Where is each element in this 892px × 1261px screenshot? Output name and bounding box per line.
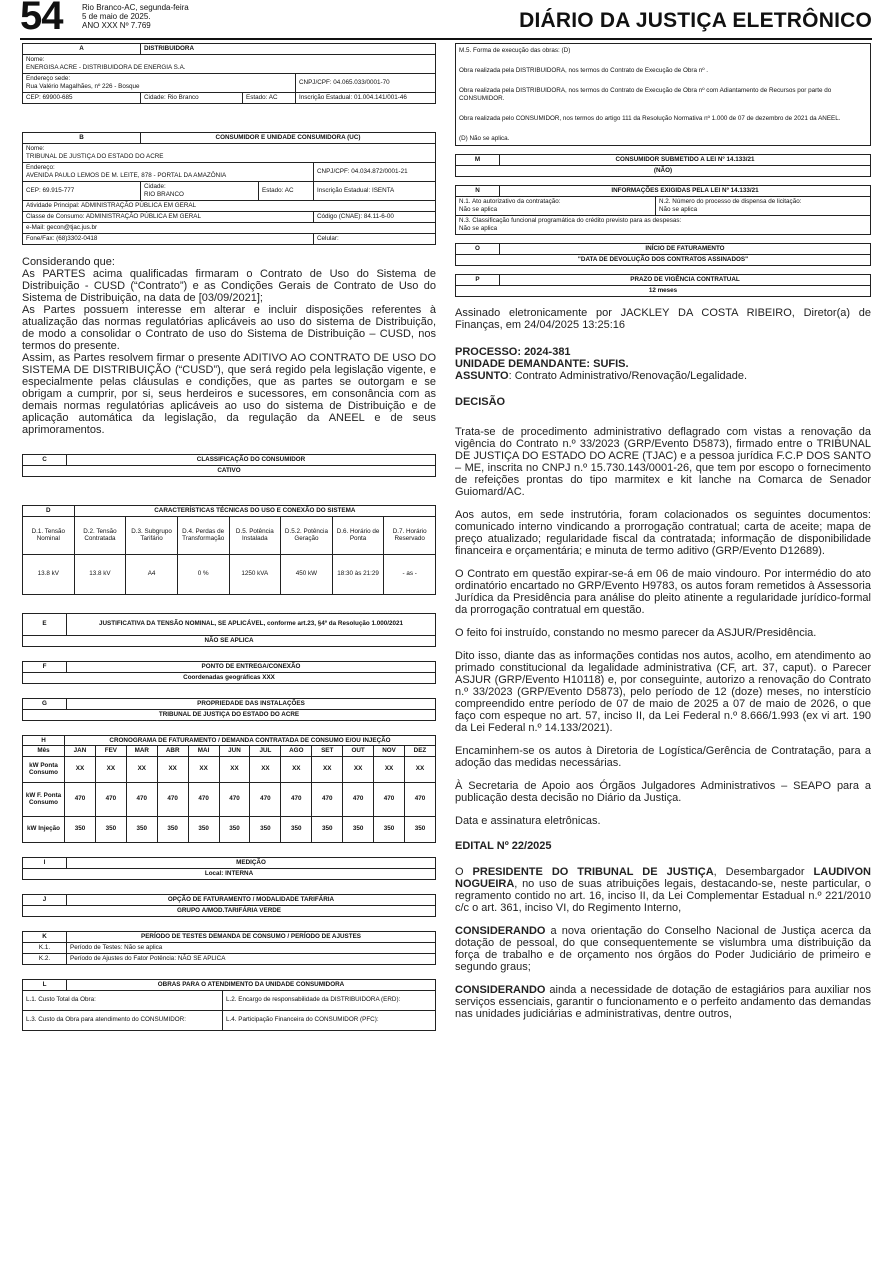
paragraph: Assim, as Partes resolvem firmar o presente ADITIVO AO CONTRATO DE USO DO SISTEMA DE DISTRIBUIÇÃO (“CUSD”), que será regido pela legislação vigente, e especialmente pelas cláusulas e condições, que as partes se outorgam e se obrigam a cumprir, por si, seus herdeiros e sucessores, em consonância com as demais normas regulatórias aplicáveis ao uso do sistema de Distribuição e de aplicação automática da legislação, da regulação da ANEEL e de seus aprimoramentos.: [22, 352, 436, 436]
inscricao-cell: Inscrição Estadual: ISENTA: [314, 182, 436, 201]
endereco-cell: Endereço sede: Rua Valério Magalhães, nº 226 - Bosque: [23, 74, 296, 93]
section-letter: M: [456, 155, 500, 166]
estado-cell: Estado: AC: [259, 182, 314, 201]
table-o-inicio-faturamento: [455, 243, 871, 266]
atividade-cell: Atividade Principal: ADMINISTRAÇÃO PÚBLICA EM GERAL: [23, 201, 436, 212]
unidade-line: UNIDADE DEMANDANTE: SUFIS.: [455, 358, 629, 370]
paragraph: Trata-se de procedimento administrativo deflagrado com vistas a renovação da vigência do Contrato n.º 33/2023 (GRP/Evento D5873), firmado entre o TRIBUNAL DE JUSTIÇA DO ESTADO DO ACRE (TJAC) e a pessoa jurídica F.C.P DOS SANTO – ME, inscrita no CNPJ n.º 15.730.143/0001-26, que tem por escopo o fornecimento de refeições prontas do tipo marmitex e kit lanche na Comarca de Senador Guiomard/AC.: [455, 426, 871, 498]
month-header: OUT: [343, 746, 374, 757]
cell: 470: [65, 782, 96, 816]
cell: 350: [343, 816, 374, 842]
table-l-obras: [22, 979, 436, 1031]
cell: 350: [281, 816, 312, 842]
section-letter: C: [23, 455, 67, 466]
month-header: AGO: [281, 746, 312, 757]
section-letter: G: [23, 698, 67, 709]
month-header: MAI: [188, 746, 219, 757]
month-header: JUN: [219, 746, 250, 757]
d-header: D.5.2. Potência Geração: [281, 516, 333, 554]
section-value: TRIBUNAL DE JUSTIÇA DO ESTADO DO ACRE: [23, 709, 436, 720]
publication-date: 5 de maio de 2025.: [82, 12, 151, 21]
section-title: PONTO DE ENTREGA/CONEXÃO: [67, 661, 436, 672]
month-header: NOV: [374, 746, 405, 757]
cell: 470: [95, 782, 126, 816]
section-title: PRAZO DE VIGÊNCIA CONTRATUAL: [500, 275, 871, 286]
table-m5-forma-execucao: [455, 43, 871, 146]
row-label: kW F. Ponta Consumo: [23, 782, 65, 816]
section-letter: J: [23, 894, 67, 905]
section-letter: N: [456, 186, 500, 197]
left-column: [22, 43, 436, 1031]
paragraph: O feito foi instruído, constando no mesmo parecer da ASJUR/Presidência.: [455, 627, 817, 639]
d-value: 18:30 às 21:29: [332, 554, 384, 594]
cell: XX: [157, 756, 188, 782]
process-block: [455, 346, 871, 382]
page-header: [20, 0, 872, 40]
assunto-label: ASSUNTO: [455, 370, 509, 382]
cep-cell: CEP: 69.915-777: [23, 182, 141, 201]
table-d-caracteristicas: [22, 505, 436, 595]
cell: XX: [219, 756, 250, 782]
month-header: JAN: [65, 746, 96, 757]
l2-cell: L.2. Encargo de responsabilidade da DISTRIBUIDORA (ERD):: [223, 990, 436, 1010]
table-k-periodo-testes: [22, 931, 436, 965]
k-code: K.1.: [23, 942, 67, 953]
month-header: DEZ: [404, 746, 435, 757]
section-value: Local: INTERNA: [23, 868, 436, 879]
section-letter: I: [23, 857, 67, 868]
d-value: 13.8 kV: [74, 554, 126, 594]
month-header: ABR: [157, 746, 188, 757]
signature-line: Assinado eletronicamente por JACKLEY DA COSTA RIBEIRO, Diretor(a) de Finanças, em 24/04/2025 13:25:16: [455, 307, 871, 331]
k-code: K.2.: [23, 953, 67, 964]
d-header: D.4. Perdas de Transformação: [177, 516, 229, 554]
cnpj-cell: CNPJ/CPF: 04.065.033/0001-70: [296, 74, 436, 93]
section-letter: E: [23, 613, 67, 635]
paragraph: CONSIDERANDO a nova orientação do Conselho Nacional de Justiça acerca da dotação de pessoal, do que consequentemente se vislumbra uma distribuição da força de trabalho e de orçamento nos órgãos do Poder Judiciário de primeiro e segundo graus;: [455, 925, 871, 973]
d-header: D.7. Horário Reservado: [384, 516, 436, 554]
cep-cell: CEP: 69900-685: [23, 93, 141, 104]
edital-heading: EDITAL Nº 22/2025: [455, 840, 552, 852]
table-b-consumidor: [22, 132, 436, 245]
table-j-faturamento: [22, 894, 436, 917]
section-letter: K: [23, 931, 67, 942]
cell: 350: [374, 816, 405, 842]
paragraph: Aos autos, em sede instrutória, foram colacionados os seguintes documentos: comunicado interno vindicando a prorrogação contratual; carta de aceite; mapa de preço atualizado; regularidade fiscal da contratada; informação de disponibilidade financeira e orçamentária; e minuta de termo aditivo (GRP/Evento D12689).: [455, 509, 871, 557]
section-value: 12 meses: [456, 286, 871, 297]
cidade-cell: Cidade: RIO BRANCO: [141, 182, 259, 201]
cell: XX: [65, 756, 96, 782]
paragraph: CONSIDERANDO ainda a necessidade de dotação de estagiários para auxiliar nos serviços essenciais, garantir o funcionamento e o perfeito andamento das demandas nas unidades judiciárias e administrativas, dentre outros,: [455, 984, 871, 1020]
endereco-cell: Endereço: AVENIDA PAULO LEMOS DE M. LEITE, 878 - PORTAL DA AMAZÔNIA: [23, 163, 314, 182]
section-value: Coordenadas geográficas XXX: [23, 672, 436, 683]
cell: XX: [95, 756, 126, 782]
paragraph: As Partes possuem interesse em alterar e incluir disposições referentes à atualização das normas regulatórias aplicáveis ao uso do sistema de Distribuição, de modo a consolidar o Contrato de uso do Sistema de Distribuição – CUSD, nos termos do presente.: [22, 304, 436, 352]
k-text: Período de Ajustes do Fator Potência: NÃO SE APLICA: [67, 953, 436, 964]
nome-cell: Nome: ENERGISA ACRE - DISTRIBUIDORA DE ENERGIA S.A.: [23, 55, 436, 74]
d-header: D.5. Potência Instalada: [229, 516, 281, 554]
section-title: MEDIÇÃO: [67, 857, 436, 868]
l3-cell: L.3. Custo da Obra para atendimento do CONSUMIDOR:: [23, 1010, 223, 1030]
cell: 350: [312, 816, 343, 842]
section-title: CONSUMIDOR E UNIDADE CONSUMIDORA (UC): [141, 133, 436, 144]
section-title: CLASSIFICAÇÃO DO CONSUMIDOR: [67, 455, 436, 466]
d-value: - as -: [384, 554, 436, 594]
cidade-cell: Cidade: Rio Branco: [141, 93, 243, 104]
cell: XX: [312, 756, 343, 782]
cell: 350: [188, 816, 219, 842]
table-n-informacoes: [455, 185, 871, 235]
cnpj-cell: CNPJ/CPF: 04.034.872/0001-21: [314, 163, 436, 182]
cell: 470: [219, 782, 250, 816]
section-letter: O: [456, 244, 500, 255]
paragraph: Dito isso, diante das as informações contidas nos autos, acolho, em atendimento ao primado constitucional da legalidade administrativa (CF, art. 37, caput). o Parecer ASJUR (GRP/Evento H10118) e, por conseguinte, autorizo a renovação do Contrato n.º 33/2023 (GRP/Evento D5873), pelo período de 12 (doze) meses, no interstício compreendido entre período de 07 de maio de 2025 a 07 de maio de 2026, o que faço com espeque no art. 57, inciso II, da Lei Federal n.º 8.666/1.993 (ex vi art. 190 da Lei Federal n.º 14.133/2021).: [455, 650, 871, 734]
d-header: D.3. Subgrupo Tarifário: [126, 516, 178, 554]
paragraph: À Secretaria de Apoio aos Órgãos Julgadores Administrativos – SEAPO para a publicação desta decisão no Diário da Justiça.: [455, 780, 871, 804]
month-header: JUL: [250, 746, 281, 757]
section-title: OBRAS PARA O ATENDIMENTO DA UNIDADE CONSUMIDORA: [67, 979, 436, 990]
paragraph: O PRESIDENTE DO TRIBUNAL DE JUSTIÇA, Desembargador LAUDIVON NOGUEIRA, no uso de suas atribuições legais, destacando-se, neste particular, o regramento contido no art. 16, inciso II, da Lei Complementar Estadual n.º 221/2010 c/c o art. 361, inciso VI, do Regimento Interno,: [455, 866, 871, 914]
inscricao-cell: Inscrição Estadual: 01.004.141/001-46: [296, 93, 436, 104]
l1-cell: L.1. Custo Total da Obra:: [23, 990, 223, 1010]
d-value: 13.8 kV: [23, 554, 75, 594]
m5-option: (D) Não se aplica.: [459, 135, 510, 142]
m5-option: Obra realizada pela DISTRIBUIDORA, nos termos do Contrato de Execução de Obra nº .: [459, 67, 709, 74]
cell: 350: [126, 816, 157, 842]
section-value: CATIVO: [23, 466, 436, 477]
table-c-classificacao: [22, 454, 436, 477]
section-letter: H: [23, 735, 65, 746]
k-text: Período de Testes: Não se aplica: [67, 942, 436, 953]
processo-line: PROCESSO: 2024-381: [455, 346, 571, 358]
edition-number: ANO XXX Nº 7.769: [82, 21, 151, 30]
cell: 350: [250, 816, 281, 842]
fone-cell: Fone/Fax: (68)3302-0418: [23, 234, 314, 245]
cell: XX: [281, 756, 312, 782]
section-value: "DATA DE DEVOLUÇÃO DOS CONTRATOS ASSINADOS": [456, 255, 871, 266]
estado-cell: Estado: AC: [243, 93, 296, 104]
month-header: FEV: [95, 746, 126, 757]
cell: 470: [312, 782, 343, 816]
paragraph: Considerando que:: [22, 256, 115, 268]
table-h-cronograma: [22, 735, 436, 843]
cell: 350: [95, 816, 126, 842]
l4-cell: L.4. Participação Financeira do CONSUMIDOR (PFC):: [223, 1010, 436, 1030]
n2-cell: N.2. Número do processo de dispensa de licitação: Não se aplica: [656, 197, 871, 216]
city-date: Rio Branco-AC, segunda-feira: [82, 3, 189, 12]
d-value: A4: [126, 554, 178, 594]
cell: 470: [157, 782, 188, 816]
cell: XX: [250, 756, 281, 782]
section-value: NÃO SE APLICA: [23, 635, 436, 646]
cell: 350: [157, 816, 188, 842]
celular-cell: Celular:: [314, 234, 436, 245]
cell: 470: [188, 782, 219, 816]
m5-option: Obra realizada pelo CONSUMIDOR, nos termos do artigo 111 da Resolução Normativa nº 1.000 de 07 de dezembro de 2021 da ANEEL.: [459, 115, 841, 122]
m5-option: Obra realizada pela DISTRIBUIDORA, nos termos do Contrato de Execução de Obra nº com Adiantamento de Recursos por parte do CONSUMIDOR.: [459, 87, 832, 102]
month-label: Mês: [23, 746, 65, 757]
d-value: 1250 kVA: [229, 554, 281, 594]
considerando-text: [22, 256, 436, 436]
cell: 470: [126, 782, 157, 816]
paragraph: O Contrato em questão expirar-se-á em 06 de maio vindouro. Por intermédio do ato ordinatório encartado no GRP/Evento H9783, os autos foram remetidos à Assessoria Jurídica da Presidência para análise do pleito atinente a regularidade jurídico-formal da prorrogação contratual em questão.: [455, 568, 871, 616]
d-header: D.2. Tensão Contratada: [74, 516, 126, 554]
edition-info: [82, 3, 189, 30]
table-a-distribuidora: [22, 43, 436, 104]
paragraph: Encaminhem-se os autos à Diretoria de Logística/Gerência de Contratação, para a adoção das medidas necessárias.: [455, 745, 871, 769]
cell: XX: [126, 756, 157, 782]
cell: 470: [281, 782, 312, 816]
cell: 350: [219, 816, 250, 842]
section-title: DISTRIBUIDORA: [141, 44, 436, 55]
cell: XX: [404, 756, 435, 782]
right-column: [455, 43, 871, 1031]
decisao-heading: DECISÃO: [455, 396, 506, 408]
section-value: GRUPO A/MOD.TARIFÁRIA VERDE: [23, 905, 436, 916]
section-letter: B: [23, 133, 141, 144]
codigo-cell: Código (CNAE): 84.11-6-00: [314, 212, 436, 223]
cell: XX: [188, 756, 219, 782]
table-i-medicao: [22, 857, 436, 880]
section-title: CONSUMIDOR SUBMETIDO A LEI Nº 14.133/21: [500, 155, 871, 166]
m5-box: [456, 44, 871, 146]
section-letter: F: [23, 661, 67, 672]
section-title: INFORMAÇÕES EXIGIDAS PELA LEI Nº 14.133/21: [500, 186, 871, 197]
row-label: kW Injeção: [23, 816, 65, 842]
d-value: 0 %: [177, 554, 229, 594]
month-header: SET: [312, 746, 343, 757]
cell: XX: [374, 756, 405, 782]
section-letter: D: [23, 506, 75, 517]
section-title: INÍCIO DE FATURAMENTO: [500, 244, 871, 255]
cell: 470: [404, 782, 435, 816]
cell: 470: [250, 782, 281, 816]
table-p-prazo-vigencia: [455, 274, 871, 297]
m5-title: M.5. Forma de execução das obras: (D): [459, 47, 571, 54]
section-letter: A: [23, 44, 141, 55]
classe-cell: Classe de Consumo: ADMINISTRAÇÃO PÚBLICA EM GERAL: [23, 212, 314, 223]
section-title: JUSTIFICATIVA DA TENSÃO NOMINAL, SE APLICÁVEL, conforme art.23, §4º da Resolução 1.000/2021: [67, 613, 436, 635]
section-letter: L: [23, 979, 67, 990]
email-cell: e-Mail: gecon@tjac.jus.br: [23, 223, 436, 234]
section-letter: P: [456, 275, 500, 286]
section-title: CRONOGRAMA DE FATURAMENTO / DEMANDA CONTRATADA DE CONSUMO E/OU INJEÇÃO: [65, 735, 436, 746]
section-title: PERÍODO DE TESTES DEMANDA DE CONSUMO / PERÍODO DE AJUSTES: [67, 931, 436, 942]
journal-title: DIÁRIO DA JUSTIÇA ELETRÔNICO: [519, 9, 872, 32]
cell: XX: [343, 756, 374, 782]
nome-cell: Nome: TRIBUNAL DE JUSTIÇA DO ESTADO DO ACRE: [23, 144, 436, 163]
month-header: MAR: [126, 746, 157, 757]
paragraph: As PARTES acima qualificadas firmaram o Contrato de Uso do Sistema de Distribuição - CUSD (“Contrato”) e as Condições Gerais de Contrato de Uso do Sistema de Distribuição, na data de [03/09/2021];: [22, 268, 436, 304]
section-title: PROPRIEDADE DAS INSTALAÇÕES: [67, 698, 436, 709]
cell: 350: [404, 816, 435, 842]
section-title: OPÇÃO DE FATURAMENTO / MODALIDADE TARIFÁRIA: [67, 894, 436, 905]
n1-cell: N.1. Ato autorizativo da contratação: Não se aplica: [456, 197, 656, 216]
decision-text: [455, 307, 871, 1020]
table-e-justificativa: [22, 613, 436, 647]
cell: 470: [374, 782, 405, 816]
cell: 350: [65, 816, 96, 842]
table-g-propriedade: [22, 698, 436, 721]
row-label: kW Ponta Consumo: [23, 756, 65, 782]
cell: 470: [343, 782, 374, 816]
table-f-ponto-entrega: [22, 661, 436, 684]
d-value: 450 kW: [281, 554, 333, 594]
section-value: (NÃO): [456, 166, 871, 177]
section-title: CARACTERÍSTICAS TÉCNICAS DO USO E CONEXÃO DO SISTEMA: [74, 506, 435, 517]
paragraph: Data e assinatura eletrônicas.: [455, 815, 601, 827]
page-number: 54: [20, 0, 63, 38]
d-header: D.1. Tensão Nominal: [23, 516, 75, 554]
table-m-consumidor-lei: [455, 154, 871, 177]
assunto-text: : Contrato Administrativo/Renovação/Legalidade.: [508, 370, 748, 382]
n3-cell: N.3. Classificação funcional programática do crédito previsto para as despesas: Não se aplica: [456, 216, 871, 235]
d-header: D.6. Horário de Ponta: [332, 516, 384, 554]
